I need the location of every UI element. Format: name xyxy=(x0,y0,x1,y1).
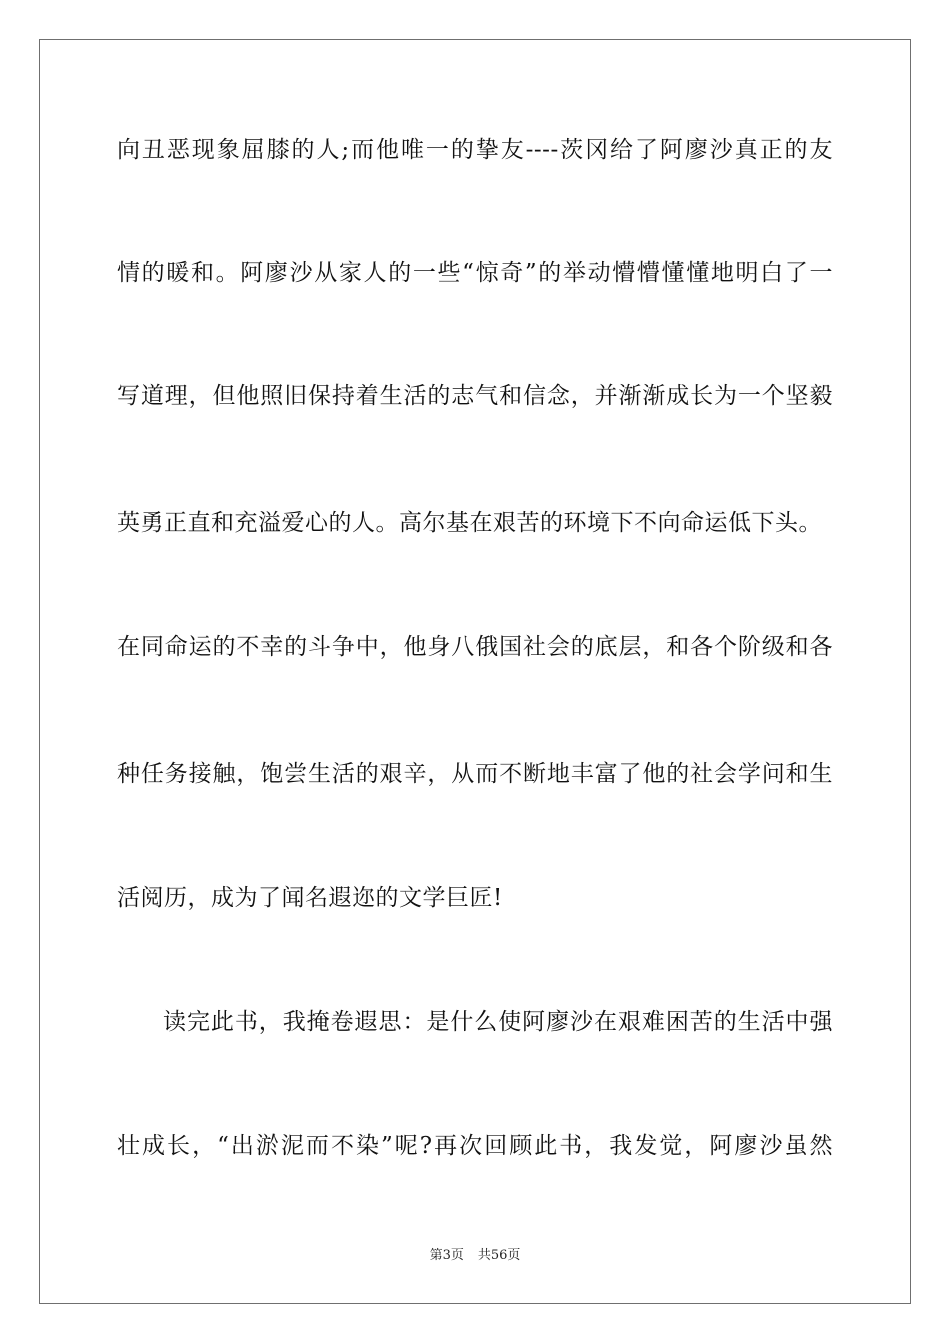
text-line-5: 在同命运的不幸的斗争中，他身八俄国社会的底层，和各个阶级和各 xyxy=(117,634,833,660)
text-line-8-paragraph-start: 读完此书，我掩卷遐思：是什么使阿廖沙在艰难困苦的生活中强 xyxy=(163,1009,833,1035)
text-line-9: 壮成长，“出淤泥而不染”呢?再次回顾此书，我发觉，阿廖沙虽然 xyxy=(117,1133,833,1159)
page-total: 共56页 xyxy=(477,1248,521,1263)
page-border xyxy=(39,39,911,1304)
text-line-3: 写道理，但他照旧保持着生活的志气和信念，并渐渐成长为一个坚毅 xyxy=(117,383,833,409)
text-line-7: 活阅历，成为了闻名遐迩的文学巨匠! xyxy=(117,885,503,911)
page-footer xyxy=(0,1247,950,1265)
text-line-6: 种任务接触，饱尝生活的艰辛，从而不断地丰富了他的社会学问和生 xyxy=(117,761,833,787)
page-number: 第3页 xyxy=(429,1248,464,1263)
text-line-4: 英勇正直和充溢爱心的人。高尔基在艰苦的环境下不向命运低下头。 xyxy=(117,510,822,536)
text-line-1: 向丑恶现象屈膝的人;而他唯一的挚友----茨冈给了阿廖沙真正的友 xyxy=(117,137,833,163)
text-line-2: 情的暖和。阿廖沙从家人的一些“惊奇”的举动懵懵懂懂地明白了一 xyxy=(117,260,833,286)
